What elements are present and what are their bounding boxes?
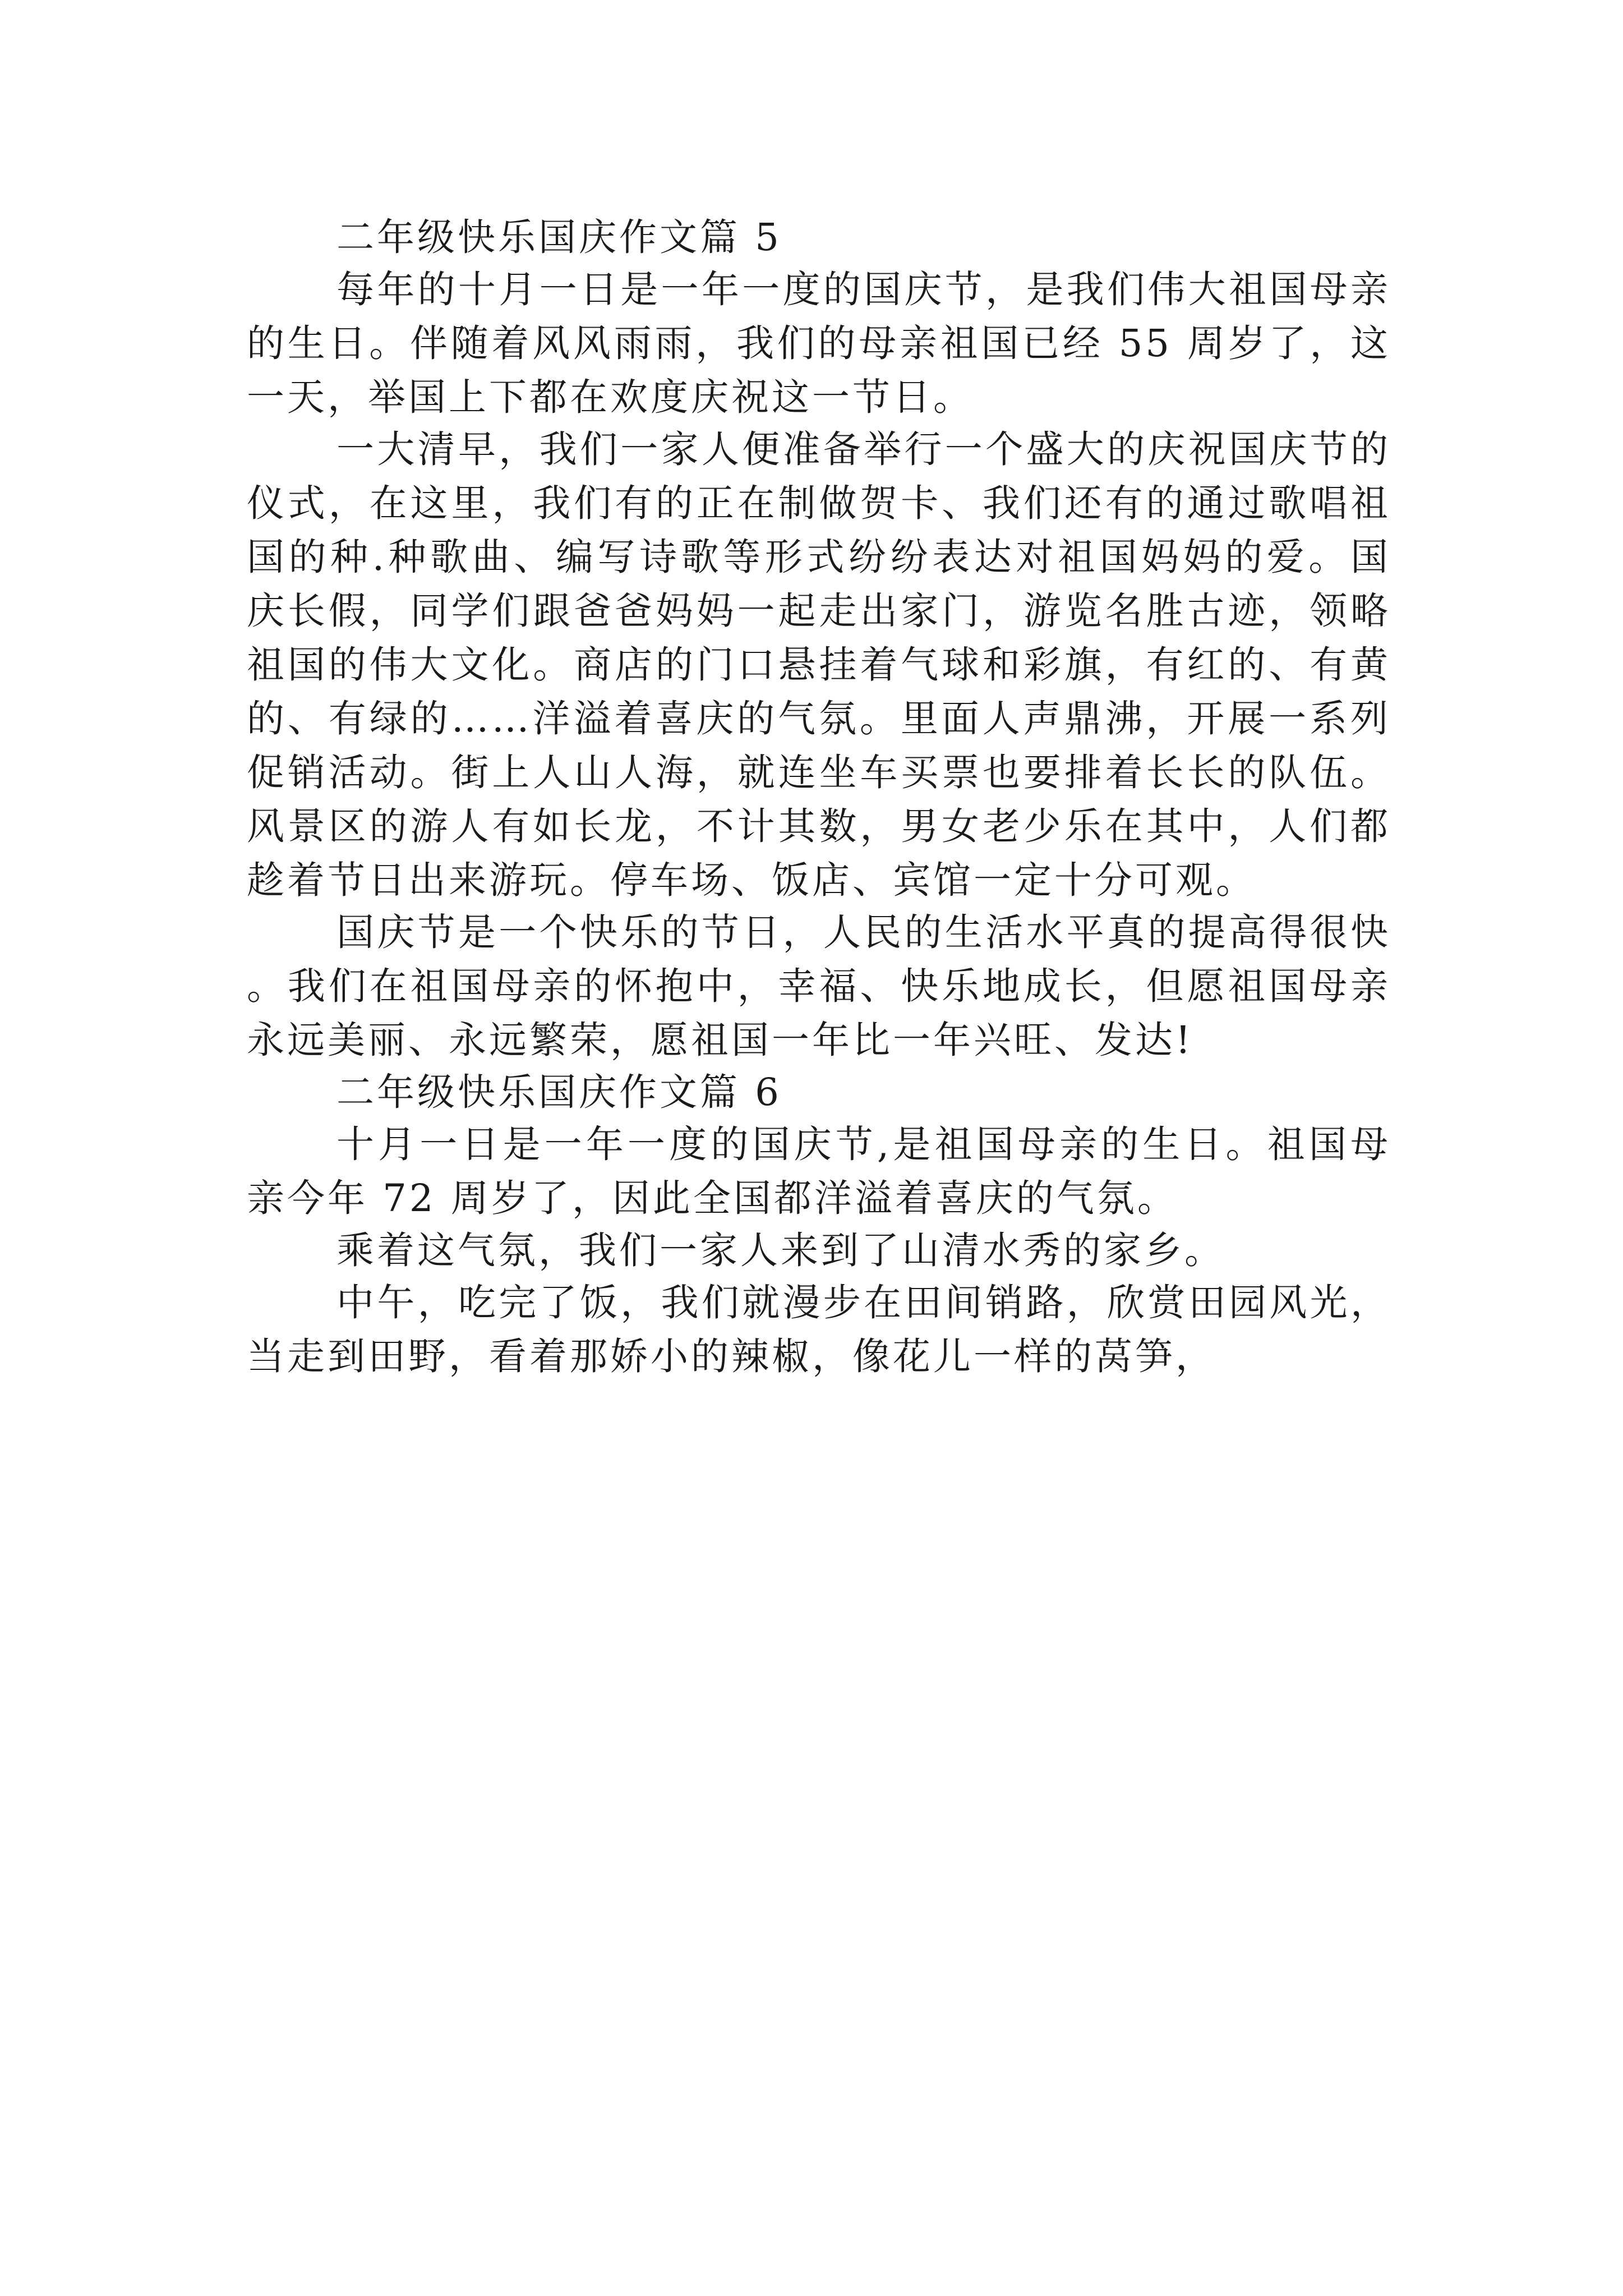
paragraph: 一大清早，我们一家人便准备举行一个盛大的庆祝国庆节的仪式，在这里，我们有的正在制做贺卡、我们还有的通过歌唱祖国的种.种歌曲、编写诗歌等形式纷纷表达对祖国妈妈的爱。国庆长假，同学们跟爸爸妈妈一起走出家门，游览名胜古迹，领略祖国的伟大文化。商店的门口悬挂着气球和彩旗，有红的、有黄的、有绿的……洋溢着喜庆的气氛。里面人声鼎沸，开展一系列促销活动。街上人山人海，就连坐车买票也要排着长长的队伍。风景区的游人有如长龙，不计其数，男女老少乐在其中，人们都趁着节日出来游玩。停车场、饭店、宾馆一定十分可观。: [247, 427, 1391, 902]
document-body: [247, 210, 1391, 1382]
paragraph: 每年的十月一日是一年一度的国庆节，是我们伟大祖国母亲的生日。伴随着风风雨雨，我们的母亲祖国已经 55 周岁了，这一天，举国上下都在欢度庆祝这一节日。: [247, 268, 1391, 419]
paragraph: 国庆节是一个快乐的节日，人民的生活水平真的提高得很快。我们在祖国母亲的怀抱中，幸福、快乐地成长，但愿祖国母亲永远美丽、永远繁荣，愿祖国一年比一年兴旺、发达!: [247, 910, 1391, 1062]
paragraph: 乘着这气氛，我们一家人来到了山清水秀的家乡。: [336, 1228, 1225, 1272]
section-heading: 二年级快乐国庆作文篇 6: [336, 1070, 782, 1114]
paragraph: 十月一日是一年一度的国庆节,是祖国母亲的生日。祖国母亲今年 72 周岁了，因此全国都洋溢着喜庆的气氛。: [247, 1122, 1391, 1220]
paragraph: 中午，吃完了饭，我们就漫步在田间销路，欣赏田园风光，当走到田野，看着那娇小的辣椒，像花儿一样的莴笋，: [247, 1281, 1391, 1378]
section-heading: 二年级快乐国庆作文篇 5: [336, 215, 782, 259]
